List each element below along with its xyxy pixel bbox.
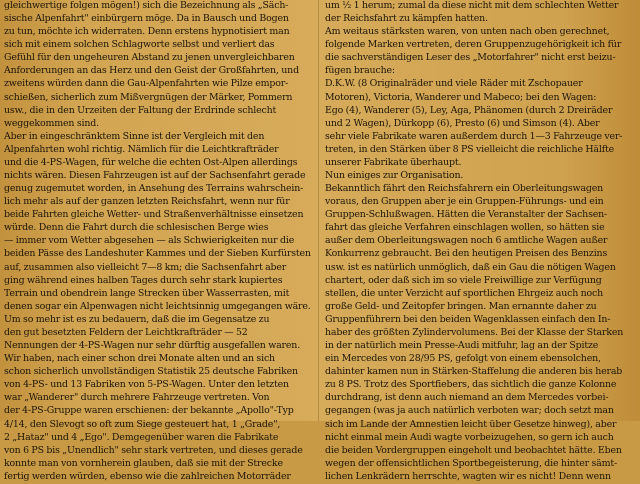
text-line: fügen brauche:: [325, 66, 395, 77]
text-line: außer dem Oberleitungswagen noch 6 amtliche Wagen außer: [325, 236, 608, 247]
text-line: lichen Lenkrädern herrschte, wagten wir es nicht! Denn wenn: [325, 471, 611, 482]
text-line: voraus, den Gruppen aber je ein Gruppen-Führungs- und ein: [325, 197, 604, 208]
text-line: zu tun, möchte ich widerraten. Denn erstens hypnotisiert man: [4, 27, 290, 38]
text-line: Konkurrenz gebraucht. Bei den heutigen Preisen des Benzins: [325, 249, 608, 260]
text-line: stellen, die unter Verzicht auf sportlichen Ehrgeiz auch noch: [325, 288, 604, 299]
text-line: Nennungen der 4-PS-Wagen nur sehr dürftig ausgefallen waren.: [4, 341, 301, 352]
text-line: durchdrang, ist denn auch niemand an dem Mercedes vorbei-: [325, 393, 609, 404]
text-line: ging während eines halben Tages durch sehr stark kupiertes: [4, 275, 283, 286]
text-line: und 2 Wagen), Dürkopp (6), Presto (6) und Simson (4). Aber: [325, 118, 600, 129]
text-line: sehr viele Fabrikate waren außerdem durch 1—3 Fahrzeuge ver-: [325, 131, 623, 142]
text-line: sich im Lande der Amnestien leicht über Gesetze hinweg), aber: [325, 419, 617, 430]
text-line: den gut besetzten Feldern der Leichtkrafträder — 52: [4, 327, 248, 338]
text-line: gleichwertige folgen mögen!) sich die Bezeichnung als „Säch-: [4, 1, 289, 11]
text-line: nicht einmal mein Audi wagte vorbeizugehen, so gern ich auch: [325, 432, 614, 443]
text-line: wegen der offensichtlichen Sportbegeisterung, die hinter sämt-: [325, 458, 617, 469]
text-line: zu 8 PS. Trotz des Sportfiebers, das sichtlich die ganze Kolonne: [325, 380, 617, 391]
text-line: lich mehr als auf der ganzen letzten Reichsfahrt, wenn nur für: [4, 197, 290, 208]
text-line: Gefühl für den ungeheuren Abstand zu jenen unvergleichbaren: [4, 53, 295, 64]
text-line: gegangen (was ja auch natürlich verboten war; doch setzt man: [325, 406, 614, 417]
text-line: von 6 PS bis „Unendlich" sehr stark vertreten, und dieses gerade: [4, 445, 303, 456]
right-text-column: [325, 0, 636, 484]
text-line: fertig werden würden, ebenso wie die zahlreichen Motorräder: [4, 471, 291, 482]
text-line: genug zugemutet worden, in Ansehung des Terrains wahrschein-: [4, 184, 304, 195]
text-line: Am weitaus stärksten waren, von unten nach oben gerechnet,: [325, 27, 610, 38]
text-line: und die 4-PS-Wagen, für welche die echten Ost-Alpen allerdings: [4, 157, 298, 168]
text-line: beide Fahrten gleiche Wetter- und Straßenverhältnisse einsetzen: [4, 210, 304, 221]
text-line: würde. Denn die Fahrt durch die schlesischen Berge wies: [4, 223, 269, 234]
text-line: Nun einiges zur Organisation.: [325, 171, 464, 182]
text-line: große Geld- und Zeitopfer bringen. Man ernannte daher zu: [325, 301, 597, 312]
text-line: ein Mercedes von 28/95 PS, gefolgt von einem ebensolchen,: [325, 354, 601, 365]
text-line: unserer Fabrikate überhaupt.: [325, 157, 462, 168]
text-line: schießen, sicherlich zum Mißvergnügen der Märker, Pommern: [4, 92, 293, 103]
text-line: sische Alpenfahrt" einbürgern möge. Da in Bausch und Bogen: [4, 14, 289, 25]
text-line: folgende Marken vertreten, deren Gruppenzugehörigkeit ich für: [325, 40, 622, 51]
text-line: denen sogar ein Alpenwagen nicht leichtsinnig umgegangen wäre.: [4, 301, 311, 312]
text-line: Um so mehr ist es zu bedauern, daß die im Gegensatze zu: [4, 314, 270, 325]
text-line: 2 „Hataz" und 4 „Ego". Demgegenüber waren die Fabrikate: [4, 432, 279, 443]
text-line: zweitens würden dann die Gau-Alpenfahrten wie Pilze empor-: [4, 79, 289, 90]
text-line: Wir haben, nach einer schon drei Monate alten und an sich: [4, 354, 275, 365]
text-line: Aber in eingeschränktem Sinne ist der Vergleich mit den: [4, 131, 265, 142]
text-line: in der natürlich mein Presse-Audi mitfuhr, lag an der Spitze: [325, 341, 599, 352]
text-line: fahrt das gleiche Verfahren einschlagen wollen, so hätten sie: [325, 223, 605, 234]
text-line: usw. ist es natürlich unmöglich, daß ein Gau die nötigen Wagen: [325, 262, 616, 273]
text-line: schon sicherlich unvollständigen Statistik 25 deutsche Fabriken: [4, 367, 298, 378]
text-line: die sachverständigen Leser des „Motorfahrer" nicht erst beizu-: [325, 53, 616, 64]
text-line: Motoren), Victoria, Wanderer und Mabeco; bei den Wagen:: [325, 92, 597, 103]
text-line: um ½ 1 herum; zumal da diese nicht mit dem schlechten Wetter: [325, 1, 619, 11]
column-divider: [318, 0, 319, 421]
left-text-column: [4, 0, 315, 484]
text-line: die beiden Vordergruppen eingeholt und beobachtet hätte. Eben: [325, 445, 622, 456]
text-line: sich mit einem solchen Schlagworte selbst und verliert das: [4, 40, 275, 51]
text-line: dahinter kamen nun in Stärken-Staffelung die anderen bis herab: [325, 367, 623, 378]
text-line: der 4-PS-Gruppe waren erschienen: der bekannte „Apollo"-Typ: [4, 406, 294, 417]
text-line: auf, zusammen also vielleicht 7—8 km; die Sachsenfahrt aber: [4, 262, 287, 273]
text-line: nichts wären. Diesen Fahrzeugen ist auf der Sachsenfahrt gerade: [4, 171, 306, 182]
text-line: usw., die in den Urzeiten der Faltung der Erdrinde schlecht: [4, 105, 277, 116]
text-line: treten, in den Stärken über 8 PS vielleicht die reichliche Hälfte: [325, 144, 615, 155]
text-line: Ego (4), Wanderer (5), Ley, Aga, Phänomen (durch 2 Dreiräder: [325, 105, 613, 116]
text-line: Alpenfahrten wohl richtig. Nämlich für die Leichtkrafträder: [4, 144, 279, 155]
text-line: Bekanntlich fährt den Reichsfahrern ein Oberleitungswagen: [325, 184, 604, 195]
text-line: chartert, oder daß sich im so viele Freiwillige zur Verfügung: [325, 275, 602, 286]
text-line: Gruppen-Schlußwagen. Hätten die Veranstalter der Sachsen-: [325, 210, 608, 221]
text-line: Gruppenführern bei den beiden Wagenklassen einfach den In-: [325, 314, 611, 325]
text-line: 4/14, den Slevogt so oft zum Siege gesteuert hat, 1 „Grade",: [4, 419, 281, 430]
text-line: von 4-PS- und 13 Fabriken von 5-PS-Wagen. Unter den letzten: [4, 380, 289, 391]
text-line: konnte man von vornherein glauben, daß sie mit der Strecke: [4, 458, 283, 469]
text-line: — immer vom Wetter abgesehen — als Schwierigkeiten nur die: [4, 236, 295, 247]
text-line: Anforderungen an das Herz und den Geist der Großfahrten, und: [4, 66, 299, 77]
text-line: Terrain und obendrein lange Strecken über Wasserrasten, mit: [4, 288, 290, 299]
text-line: beiden Pässe des Landeshuter Kammes und der Sieben Kurfürsten: [4, 249, 311, 260]
text-line: war „Wanderer" durch mehrere Fahrzeuge vertreten. Von: [4, 393, 270, 404]
text-line: weggekommen sind.: [4, 118, 99, 129]
text-line: haber des größten Zylindervolumens. Bei der Klasse der Starken: [325, 327, 624, 338]
text-line: der Reichsfahrt zu kämpfen hatten.: [325, 14, 488, 25]
text-line: D.K.W. (8 Originalräder und viele Räder mit Zschopauer: [325, 79, 583, 90]
